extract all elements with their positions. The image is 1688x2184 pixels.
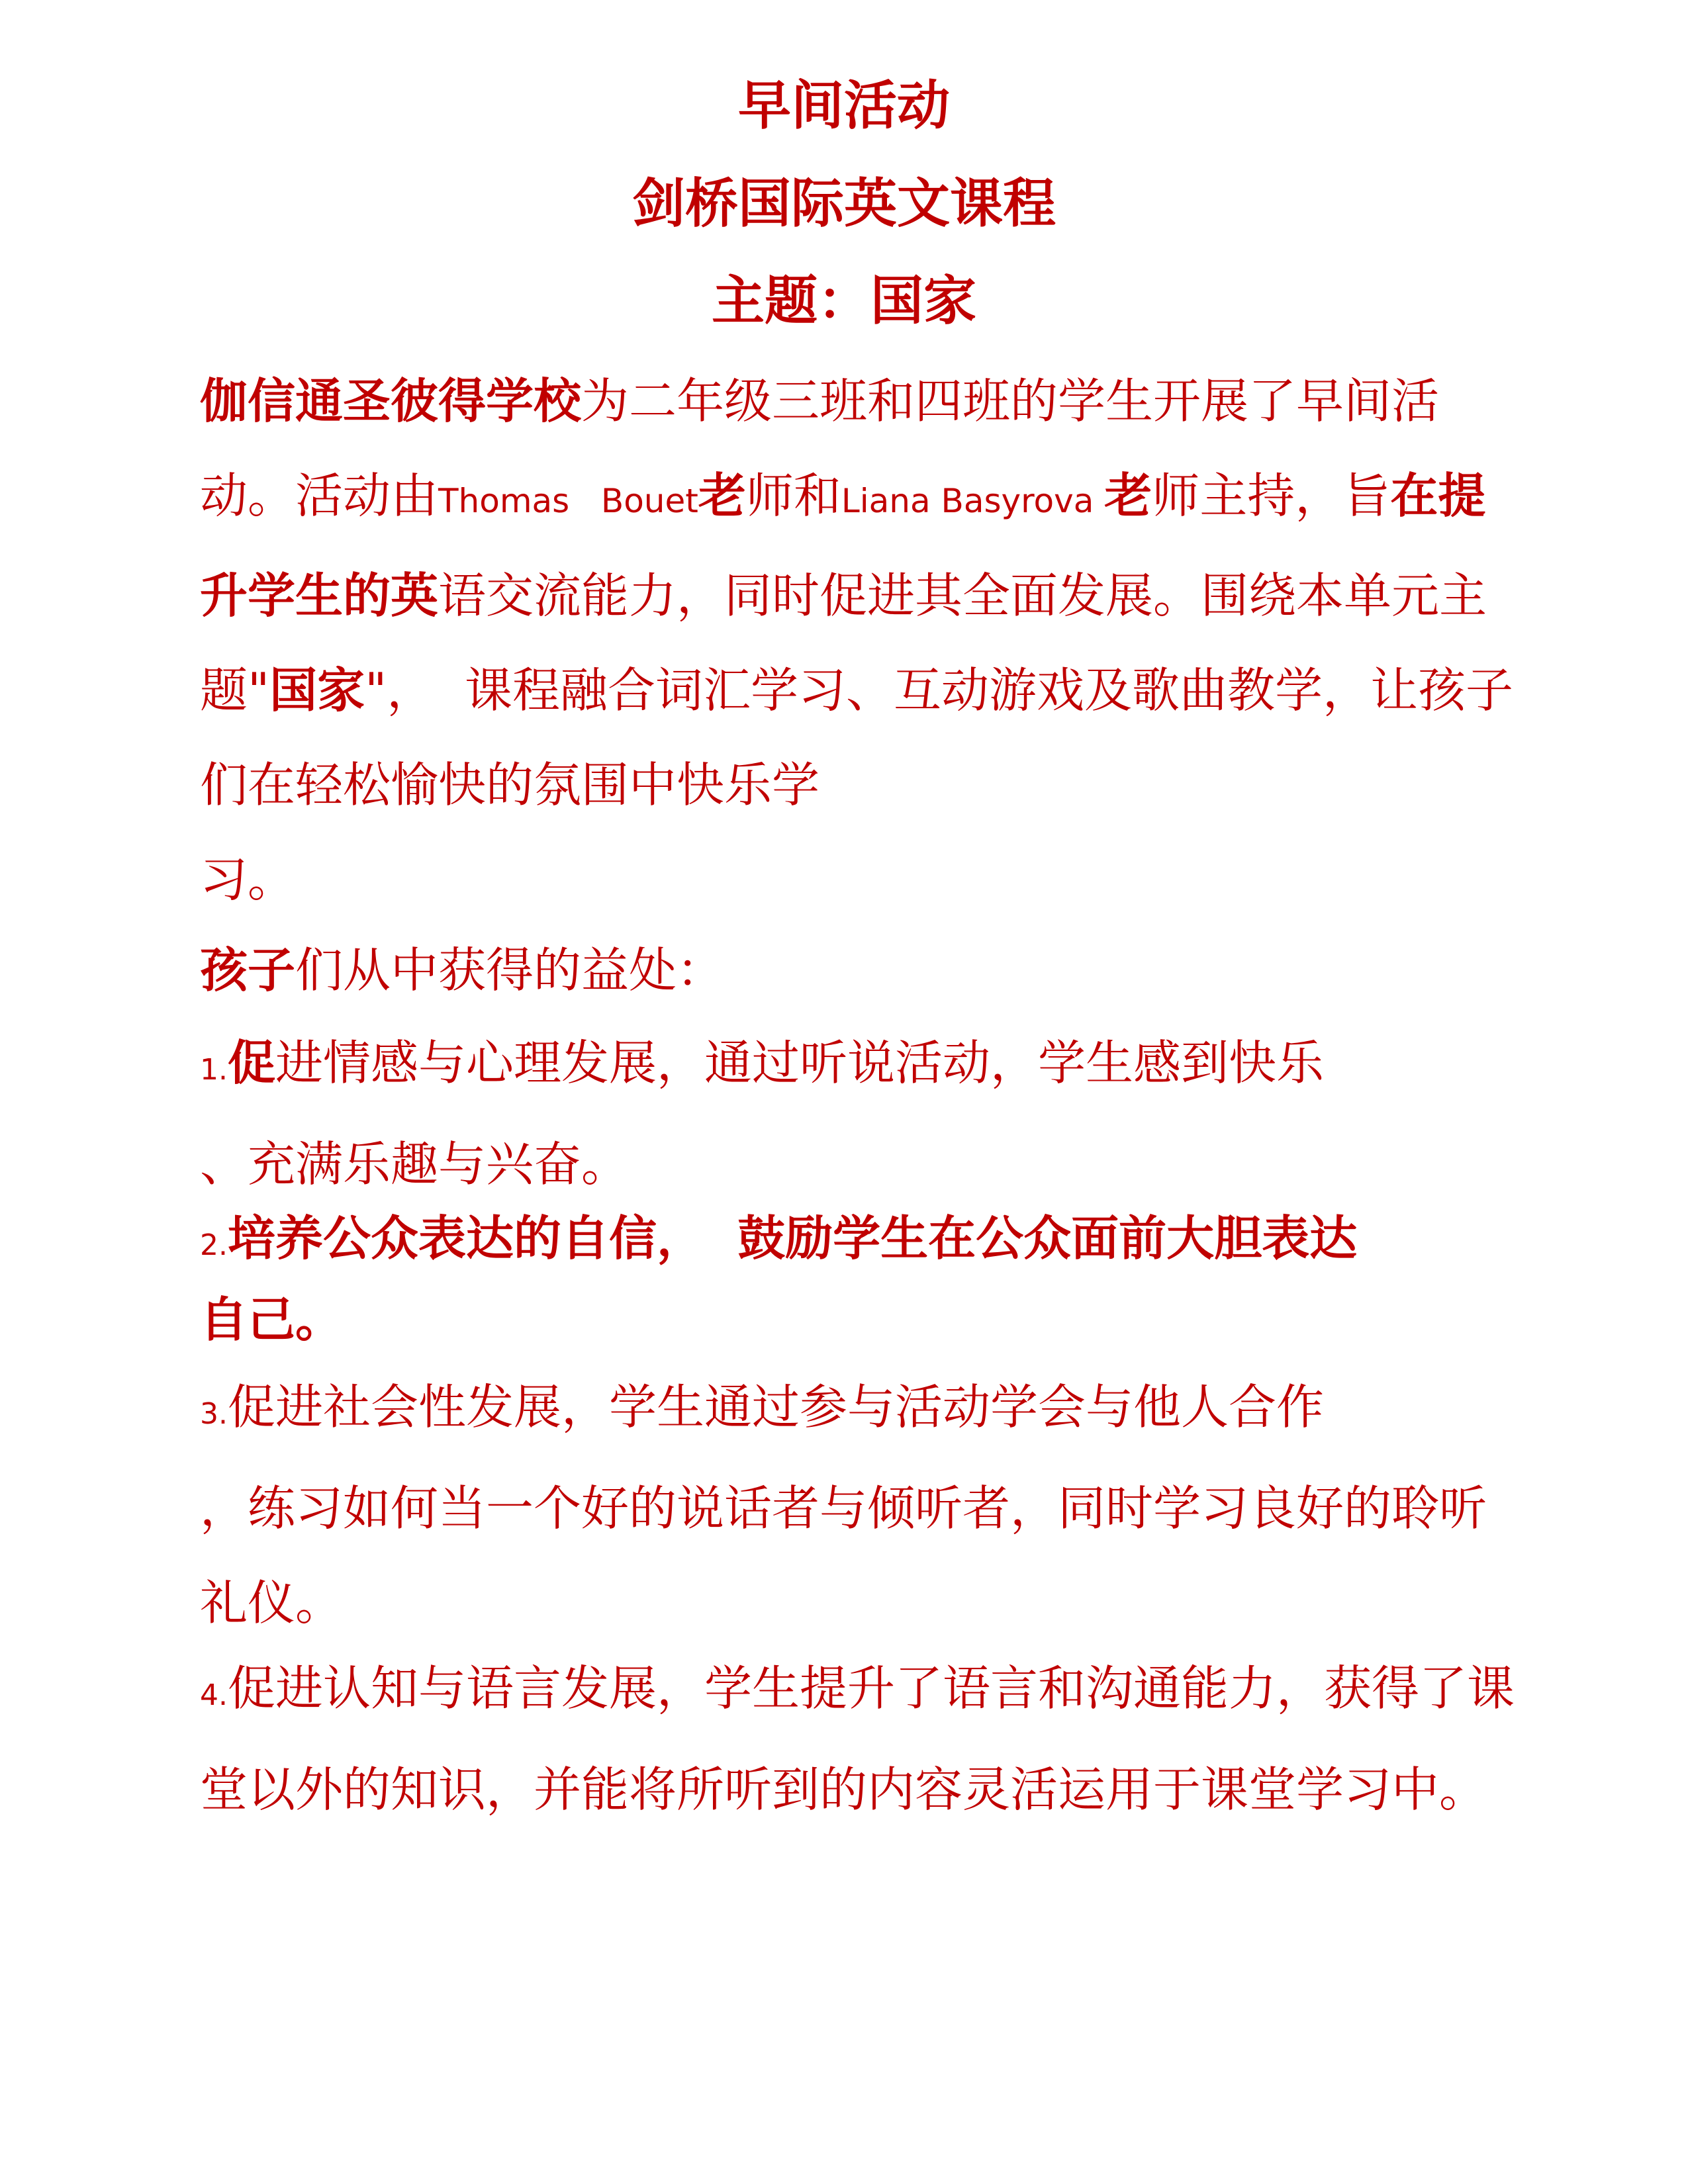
item-number-1: 1. bbox=[200, 1053, 228, 1087]
intro-text-2: 师和 bbox=[745, 468, 841, 523]
item-number-2: 2. bbox=[200, 1228, 228, 1262]
unit-topic: 国家 bbox=[269, 662, 365, 718]
intro-text-5: "， 课程融合词汇学习、互动游戏及歌曲教学，让孩子们在轻松愉快的氛围中快乐学 bbox=[200, 662, 1514, 813]
teacher-title-1: 老 bbox=[698, 468, 746, 523]
teacher-name-2: Liana Basyrova bbox=[841, 482, 1105, 520]
teacher-name-1: Thomas Bouet bbox=[438, 482, 698, 520]
item3-text-cont: ，练习如何当一个好的说话者与倾听者，同时学习良好的聆听礼仪。 bbox=[200, 1480, 1487, 1631]
item-number-3: 3. bbox=[200, 1397, 228, 1431]
benefit-item-1 bbox=[200, 1016, 1524, 1212]
item2-text: 培养公众表达的自信， 鼓励学生在公众面前大胆表达 bbox=[227, 1210, 1358, 1266]
title-course: 剑桥国际英文课程 bbox=[632, 173, 1056, 234]
benefit-item-4 bbox=[200, 1641, 1524, 1837]
title-topic: 主题：国家 bbox=[712, 270, 976, 332]
item1-text: 进情感与心理发展，通过听说活动，学生感到快乐 bbox=[275, 1035, 1325, 1091]
intro-text-6: 习。 bbox=[200, 852, 296, 907]
item2-text-cont: 自己。 bbox=[200, 1292, 344, 1347]
school-name: 伽信通圣彼得学校 bbox=[200, 373, 582, 429]
item1-bold: 促 bbox=[227, 1035, 275, 1091]
benefit-item-2 bbox=[200, 1201, 1524, 1357]
intro-text-1: 为二年级三班和四班的学生开展了早间活动。活动由 bbox=[200, 373, 1440, 523]
benefits-heading-bold: 孩子 bbox=[200, 942, 296, 998]
item4-text: 促进认知与语言发展，学生提升了语言和沟通能力，获得了课堂以外的知识，并能将所听到的内容灵活运用于课堂学习中。 bbox=[200, 1661, 1515, 1817]
intro-text-3: 师主持，旨 bbox=[1152, 468, 1391, 523]
intro-bold-phrase: 在提升学生的英 bbox=[200, 468, 1486, 623]
benefit-item-3 bbox=[200, 1360, 1524, 1651]
title-morning-activity: 早间活动 bbox=[738, 75, 950, 136]
item3-text: 促进社会性发展，学生通过参与活动学会与他人合作 bbox=[227, 1379, 1324, 1435]
teacher-title-2: 老 bbox=[1104, 468, 1152, 523]
benefits-heading bbox=[200, 923, 1524, 1018]
item1-text-cont: 、充满乐趣与兴奋。 bbox=[200, 1136, 630, 1192]
intro-text-4: 语交流能力，同时促进其全面发展。围绕本单元主题" bbox=[200, 568, 1487, 718]
item-number-4: 4. bbox=[200, 1678, 228, 1712]
intro-paragraph bbox=[200, 354, 1524, 927]
benefits-heading-rest: 们从中获得的益处： bbox=[295, 942, 725, 998]
